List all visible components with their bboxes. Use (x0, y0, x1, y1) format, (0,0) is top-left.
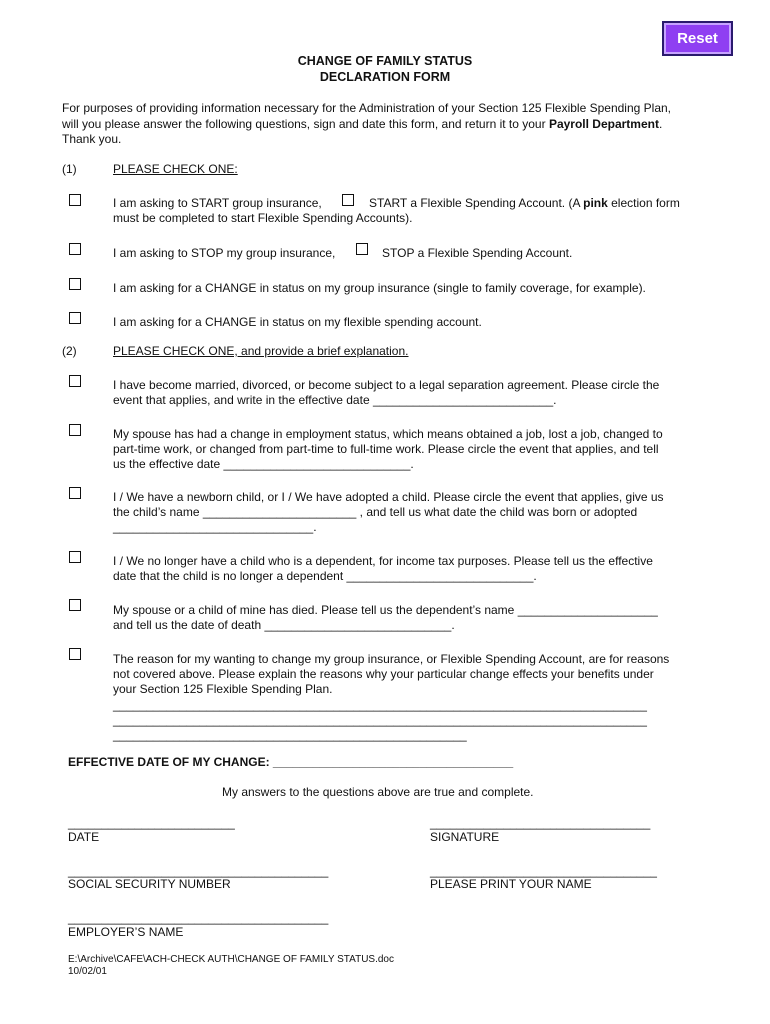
married-text-1: I have become married, divorced, or become subject to a legal separation agreement. Please circle the (113, 378, 660, 392)
change-insurance-checkbox[interactable] (69, 278, 81, 290)
footer-date: 10/02/01 (68, 966, 107, 977)
spouse-employment-text-2: part-time work, or changed from part-time to full-time work. Please circle the event that applies, and tell (113, 442, 659, 456)
change-insurance-label: I am asking for a CHANGE in status on my group insurance (single to family coverage, for example). (113, 281, 646, 295)
change-fsa-label: I am asking for a CHANGE in status on my flexible spending account. (113, 315, 482, 329)
newborn-text-2: the child’s name _______________________ , and tell us what date the child was born or adopted (113, 505, 638, 519)
dependent-checkbox[interactable] (69, 551, 81, 563)
attestation: My answers to the questions above are true and complete. (222, 785, 534, 799)
stop-fsa-label: STOP a Flexible Spending Account. (382, 246, 573, 260)
other-reason-line-2[interactable]: ________________________________________________________________________________ (113, 713, 647, 727)
effective-date-field[interactable]: EFFECTIVE DATE OF MY CHANGE: ____________________________________ (68, 755, 514, 769)
newborn-text-3: ______________________________. (113, 520, 317, 534)
footer-file-path: E:\Archive\CAFE\ACH-CHECK AUTH\CHANGE OF FAMILY STATUS.doc (68, 954, 394, 965)
other-reason-line-1[interactable]: ________________________________________________________________________________ (113, 698, 647, 712)
other-reason-checkbox[interactable] (69, 648, 81, 660)
other-reason-text-1: The reason for my wanting to change my group insurance, or Flexible Spending Account, are for reasons (113, 652, 670, 666)
ssn-label: SOCIAL SECURITY NUMBER (68, 877, 231, 891)
newborn-checkbox[interactable] (69, 487, 81, 499)
start-insurance-checkbox[interactable] (69, 194, 81, 206)
section-2-number: (2) (62, 344, 77, 358)
intro-line-2: will you please answer the following questions, sign and date this form, and return it to your Payroll Department. (62, 117, 663, 131)
spouse-employment-text-1: My spouse has had a change in employment status, which means obtained a job, lost a job, changed to (113, 427, 663, 441)
ssn-line[interactable]: _______________________________________ (68, 864, 329, 878)
stop-insurance-checkbox[interactable] (69, 243, 81, 255)
signature-label: SIGNATURE (430, 830, 500, 844)
change-fsa-checkbox[interactable] (69, 312, 81, 324)
section-2-heading: PLEASE CHECK ONE, and provide a brief explanation. (113, 344, 409, 358)
start-fsa-note: must be completed to start Flexible Spending Accounts). (113, 211, 413, 225)
start-insurance-label: I am asking to START group insurance, (113, 196, 322, 210)
reset-button[interactable]: Reset (662, 21, 733, 56)
form-title: CHANGE OF FAMILY STATUS (297, 54, 473, 68)
payroll-department: Payroll Department (548, 117, 659, 131)
start-fsa-checkbox[interactable] (342, 194, 354, 206)
employer-line[interactable]: _______________________________________ (68, 911, 329, 925)
section-1-number: (1) (62, 162, 77, 176)
newborn-text-1: I / We have a newborn child, or I / We have adopted a child. Please circle the event that applies, give us (113, 490, 664, 504)
stop-insurance-label: I am asking to STOP my group insurance, (113, 246, 336, 260)
other-reason-text-3: your Section 125 Flexible Spending Plan. (113, 682, 333, 696)
dependent-text-2: date that the child is no longer a dependent ____________________________. (113, 569, 537, 583)
date-line[interactable]: _________________________ (68, 816, 235, 830)
death-text-1: My spouse or a child of mine has died. Please tell us the dependent’s name _____________________ (113, 603, 658, 617)
employer-label: EMPLOYER’S NAME (68, 925, 184, 939)
other-reason-line-3[interactable]: _____________________________________________________ (113, 728, 467, 742)
start-fsa-label: START a Flexible Spending Account. (A pink election form (369, 196, 680, 210)
other-reason-text-2: not covered above. Please explain the reasons why your particular change effects your benefits under (113, 667, 654, 681)
married-checkbox[interactable] (69, 375, 81, 387)
print-name-label: PLEASE PRINT YOUR NAME (430, 877, 592, 891)
dependent-text-1: I / We no longer have a child who is a dependent, for income tax purposes. Please tell us the effective (113, 554, 653, 568)
form-subtitle: DECLARATION FORM (319, 70, 451, 84)
section-1-heading: PLEASE CHECK ONE: (113, 162, 238, 176)
intro-line-1: For purposes of providing information necessary for the Administration of your Section 125 Flexible Spending Plan, (62, 101, 671, 115)
married-text-2: event that applies, and write in the effective date ___________________________. (113, 393, 557, 407)
spouse-employment-text-3: us the effective date ____________________________. (113, 457, 414, 471)
date-label: DATE (68, 830, 100, 844)
print-name-line[interactable]: __________________________________ (430, 864, 657, 878)
intro-line-3: Thank you. (62, 132, 122, 146)
signature-line[interactable]: _________________________________ (430, 816, 651, 830)
stop-fsa-checkbox[interactable] (356, 243, 368, 255)
spouse-employment-checkbox[interactable] (69, 424, 81, 436)
death-checkbox[interactable] (69, 599, 81, 611)
death-text-2: and tell us the date of death ____________________________. (113, 618, 455, 632)
